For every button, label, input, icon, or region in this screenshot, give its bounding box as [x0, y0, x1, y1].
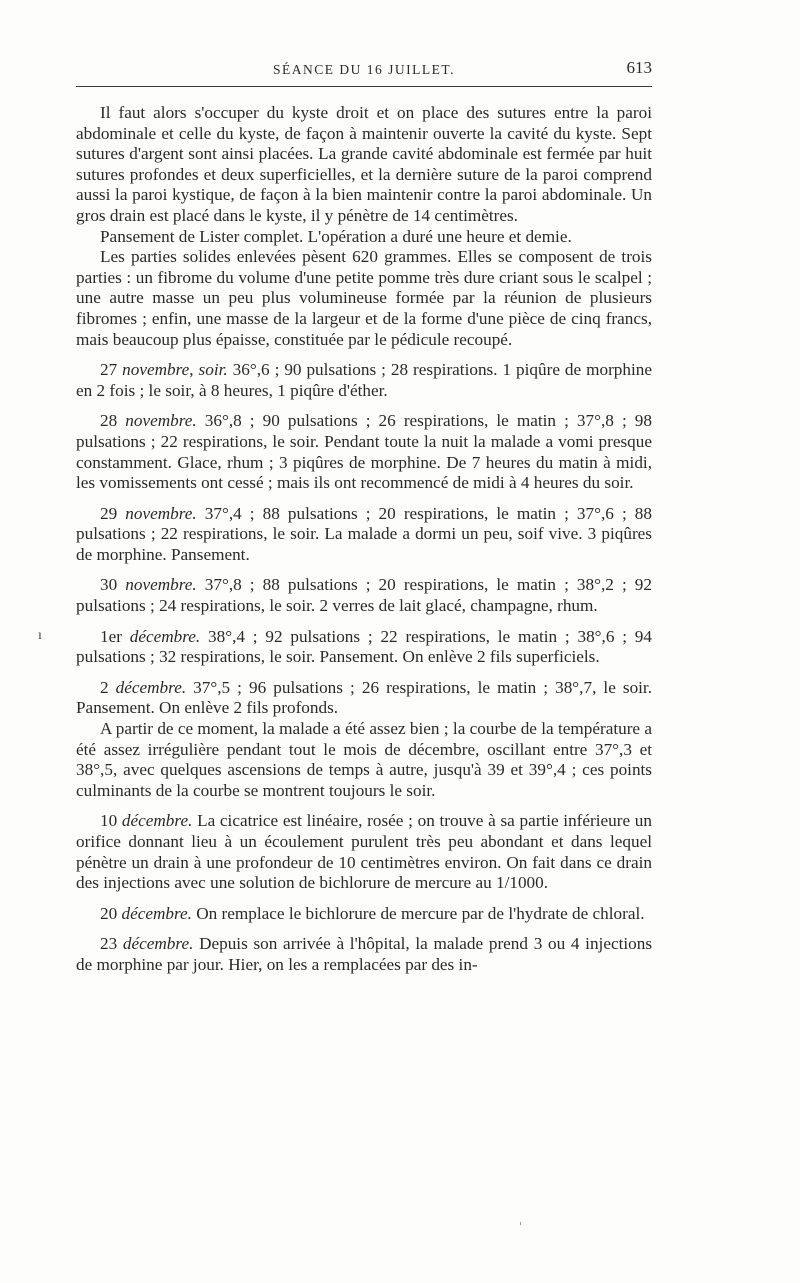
entry-date: novembre.: [125, 411, 197, 431]
page: [76, 56, 652, 976]
header-rule: [76, 86, 652, 87]
paper-speck: [520, 1222, 521, 1225]
paragraph-10-decembre: 10 décembre. La cicatrice est linéaire, rosée ; on trouve à sa partie inférieure un orifice donnant lieu à un écoulement purulent très peu abondant et dans lequel pénètre un drain à une profondeur de 10 centimètres environ. On fait dans ce drain des injections avec une solution de bichlorure de mercure au 1/1000.: [76, 811, 652, 893]
entry-date: novembre.: [125, 503, 197, 523]
paragraph-parties-solides: Les parties solides enlevées pèsent 620 grammes. Elles se composent de trois parties : un fibrome du volume d'une petite pomme très dure criant sous le scalpel ; une autre masse un peu plus volumineuse formée par la réunion de plusieurs fibromes ; enfin, une masse de la largeur et de la forme d'une pièce de cinq francs, mais beaucoup plus épaisse, constituée par le pédicule recoupé.: [76, 247, 652, 349]
paragraph-a-partir: A partir de ce moment, la malade a été assez bien ; la courbe de la température a été assez irrégulière pendant tout le mois de décembre, oscillant entre 37°,3 et 38°,5, avec quelques ascensions de temps à autre, jusqu'à 39 et 39°,4 ; ces points culminants de la courbe se montrent toujours le soir.: [76, 719, 652, 800]
entry-date: novembre.: [125, 575, 197, 595]
entry-date: décembre.: [115, 677, 187, 697]
paragraph-2-decembre: 2 décembre. 37°,5 ; 96 pulsations ; 26 respirations, le matin ; 38°,7, le soir. Pansement. On enlève 2 fils profonds.: [76, 677, 653, 718]
paragraph-28-novembre: 28 novembre. 36°,8 ; 90 pulsations ; 26 respirations, le matin ; 37°,8 ; 98 pulsations ; 22 respirations, le soir. Pendant toute la nuit la malade a vomi presque constamment. Glace, rhum ; 3 piqûres de morphine. De 7 heures du matin à midi, les vomissements ont cessé ; mais ils ont recommencé de midi à 4 heures du soir.: [76, 411, 652, 493]
page-number: 613: [626, 58, 652, 77]
page-header: [76, 56, 652, 82]
margin-mark: ı: [38, 628, 42, 643]
entry-date: décembre.: [129, 626, 201, 646]
entry-date: novembre, soir.: [122, 360, 228, 380]
paragraph-23-decembre: 23 décembre. Depuis son arrivée à l'hôpital, la malade prend 3 ou 4 injections de morphine par jour. Hier, on les a remplacées par des in-: [76, 934, 653, 974]
paragraph-30-novembre: 30 novembre. 37°,8 ; 88 pulsations ; 20 respirations, le matin ; 38°,2 ; 92 pulsations ; 24 respirations, le soir. 2 verres de lait glacé, champagne, rhum.: [76, 575, 652, 616]
body-text: [76, 103, 652, 976]
running-head: SÉANCE DU 16 JUILLET.: [273, 62, 455, 77]
paragraph-1er-decembre: 1er décembre. 38°,4 ; 92 pulsations ; 22 respirations, le matin ; 38°,6 ; 94 pulsations ; 32 respirations, le soir. Pansement. On enlève 2 fils superficiels.: [76, 626, 652, 667]
paragraph-29-novembre: 29 novembre. 37°,4 ; 88 pulsations ; 20 respirations, le matin ; 37°,6 ; 88 pulsations ; 22 respirations, le soir. La malade a dormi un peu, soif vive. 3 piqûres de morphine. Pansement.: [76, 503, 652, 564]
entry-date: décembre.: [121, 903, 192, 923]
entry-date: décembre.: [121, 811, 193, 831]
paragraph-pansement: Pansement de Lister complet. L'opération a duré une heure et demie.: [100, 226, 572, 246]
paragraph-27-novembre: 27 novembre, soir. 36°,6 ; 90 pulsations ; 28 respirations. 1 piqûre de morphine en 2 fois ; le soir, à 8 heures, 1 piqûre d'éther.: [76, 360, 652, 400]
paragraph-kyste: Il faut alors s'occuper du kyste droit et on place des sutures entre la paroi abdominale et celle du kyste, de façon à maintenir ouverte la cavité du kyste. Sept sutures d'argent sont ainsi placées. La grande cavité abdominale est fermée par huit sutures profondes et deux superficielles, et la dernière suture de la paroi comprend aussi la paroi kystique, de façon à la bien maintenir contre la paroi abdominale. Un gros drain est placé dans le kyste, il y pénètre de 14 centimètres.: [76, 103, 652, 225]
paragraph-20-decembre: 20 décembre. On remplace le bichlorure de mercure par de l'hydrate de chloral.: [100, 903, 645, 923]
entry-date: décembre.: [122, 934, 194, 954]
